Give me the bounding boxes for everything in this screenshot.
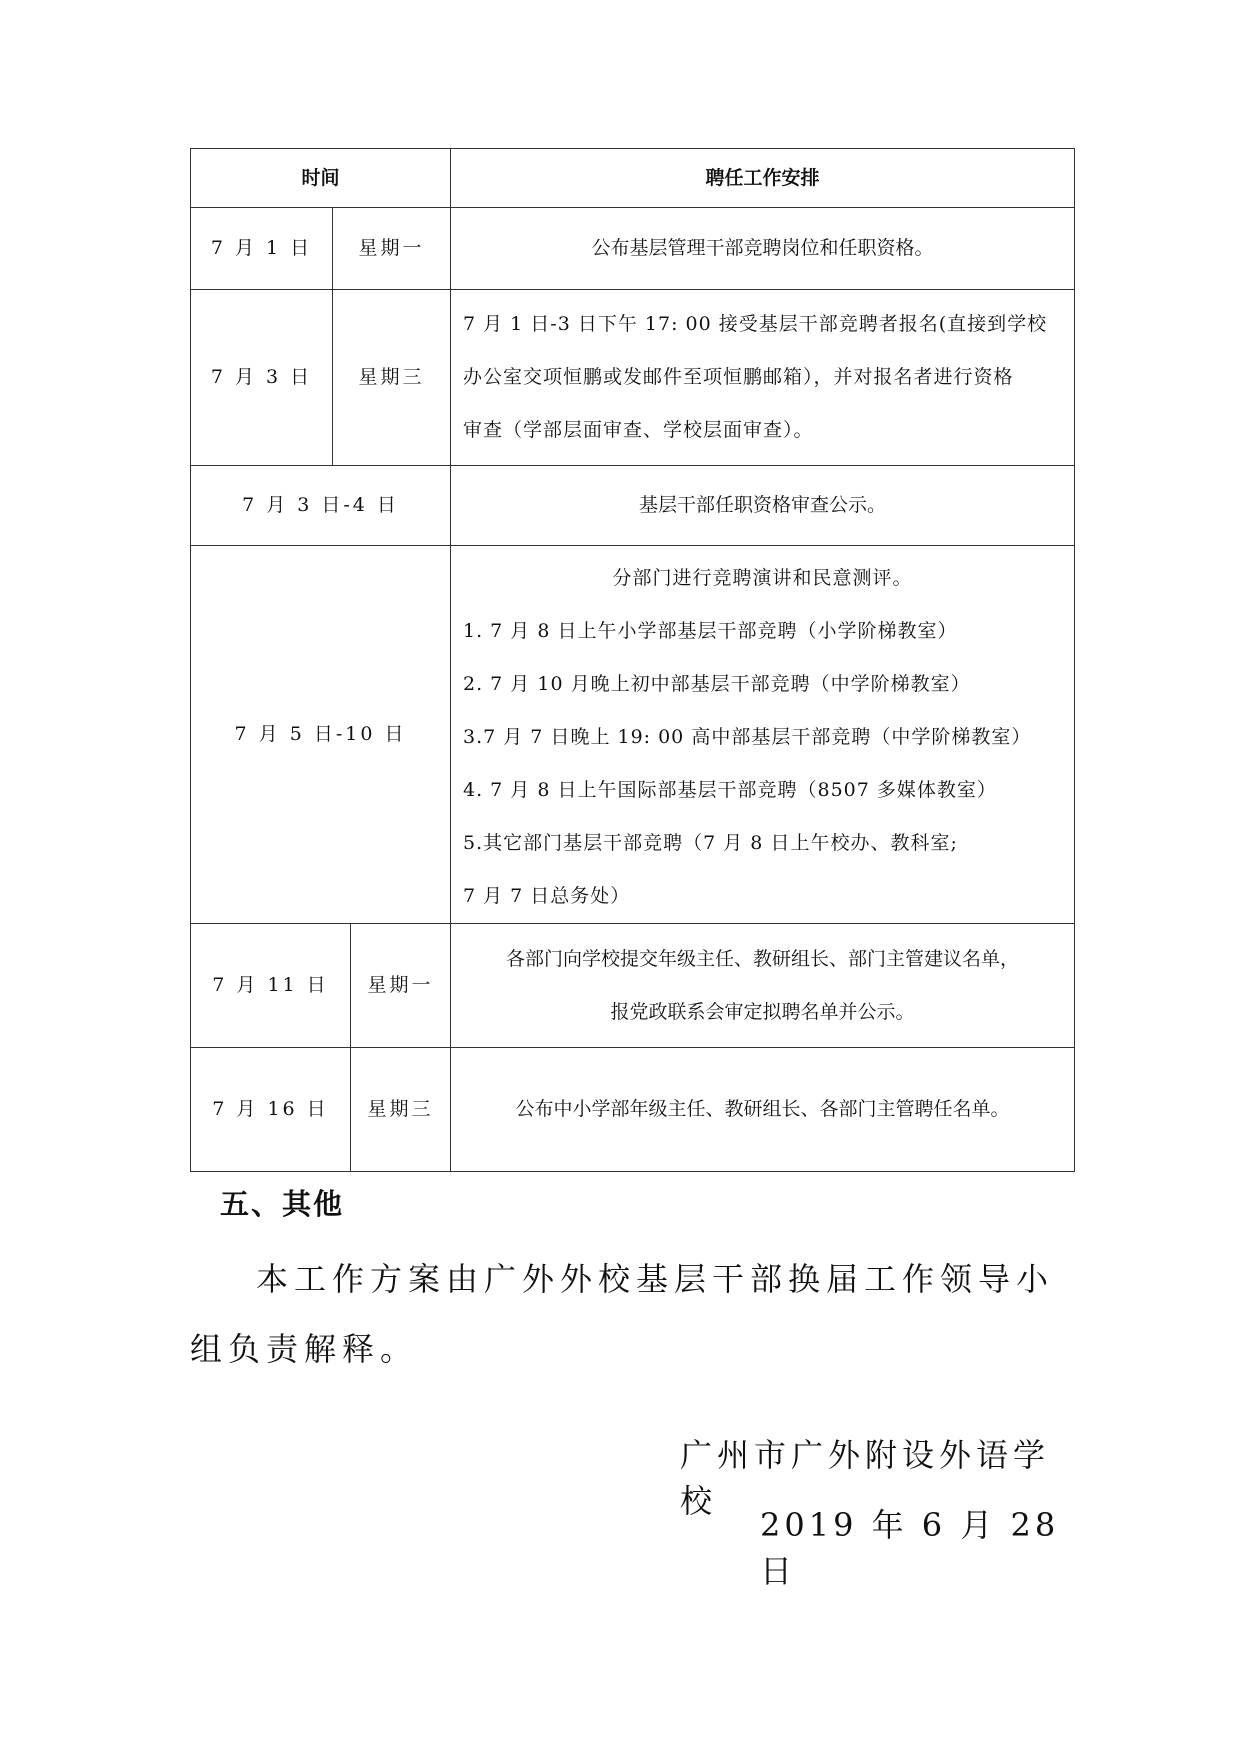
arrangement-line: 公布基层管理干部竞聘岗位和任职资格。: [591, 237, 934, 260]
arrangement-line: 各部门向学校提交年级主任、教研组长、部门主管建议名单，: [506, 947, 1020, 970]
arrangement-line: 5.其它部门基层干部竞聘（7 月 8 日上午校办、教科室;: [463, 832, 958, 854]
schedule-table: [190, 148, 1075, 1172]
table-row: [191, 546, 1075, 924]
row-weekday: 星期三: [351, 1048, 451, 1172]
signature-school: 广州市广外附设外语学校: [680, 1436, 1051, 1520]
row-date: 7 月 3 日: [191, 290, 333, 466]
header-arrangement: 聘任工作安排: [451, 149, 1075, 208]
row-arrangement: [451, 466, 1075, 546]
table-row: [191, 466, 1075, 546]
arrangement-line: 4. 7 月 8 日上午国际部基层干部竞聘（8507 多媒体教室）: [463, 779, 997, 801]
arrangement-line: 7 月 1 日-3 日下午 17: 00 接受基层干部竞聘者报名(直接到学校: [463, 313, 1048, 335]
row-arrangement: [451, 290, 1075, 466]
arrangement-line: 公布中小学部年级主任、教研组长、各部门主管聘任名单。: [515, 1098, 1010, 1121]
row-weekday: 星期三: [333, 290, 451, 466]
arrangement-line: 报党政联系会审定拟聘名单并公示。: [610, 1000, 915, 1023]
table-row: [191, 924, 1075, 1048]
table-row: [191, 1048, 1075, 1172]
arrangement-line: 分部门进行竞聘演讲和民意测评。: [612, 567, 913, 589]
arrangement-line: 办公室交项恒鹏或发邮件至项恒鹏邮箱），并对报名者进行资格: [463, 366, 1014, 388]
header-time: 时间: [191, 149, 451, 208]
row-arrangement: [451, 1048, 1075, 1172]
arrangement-line: 3.7 月 7 日晚上 19: 00 高中部基层干部竞聘（中学阶梯教室）: [463, 726, 1032, 748]
table-row: [191, 290, 1075, 466]
section-paragraph: 本工作方案由广外外校基层干部换届工作领导小组负责解释。: [190, 1260, 1055, 1368]
arrangement-line: 基层干部任职资格审查公示。: [639, 494, 887, 517]
table-row: [191, 208, 1075, 290]
signature-date: 2019 年 6 月 28 日: [760, 1506, 1060, 1590]
arrangement-line: 2. 7 月 10 月晚上初中部基层干部竞聘（中学阶梯教室）: [463, 673, 971, 695]
row-date: 7 月 5 日-10 日: [191, 546, 451, 924]
row-arrangement: [451, 546, 1075, 924]
table-header-row: [191, 149, 1075, 208]
row-date: 7 月 3 日-4 日: [191, 466, 451, 546]
arrangement-line: 审查（学部层面审查、学校层面审查）。: [463, 419, 814, 441]
section-title: 五、其他: [220, 1187, 345, 1221]
row-arrangement: [451, 924, 1075, 1048]
row-weekday: 星期一: [333, 208, 451, 290]
row-arrangement: [451, 208, 1075, 290]
arrangement-line: 7 月 7 日总务处）: [463, 885, 631, 907]
row-date: 7 月 1 日: [191, 208, 333, 290]
row-date: 7 月 11 日: [191, 924, 351, 1048]
arrangement-line: 1. 7 月 8 日上午小学部基层干部竞聘（小学阶梯教室）: [463, 620, 958, 642]
row-date: 7 月 16 日: [191, 1048, 351, 1172]
row-weekday: 星期一: [351, 924, 451, 1048]
